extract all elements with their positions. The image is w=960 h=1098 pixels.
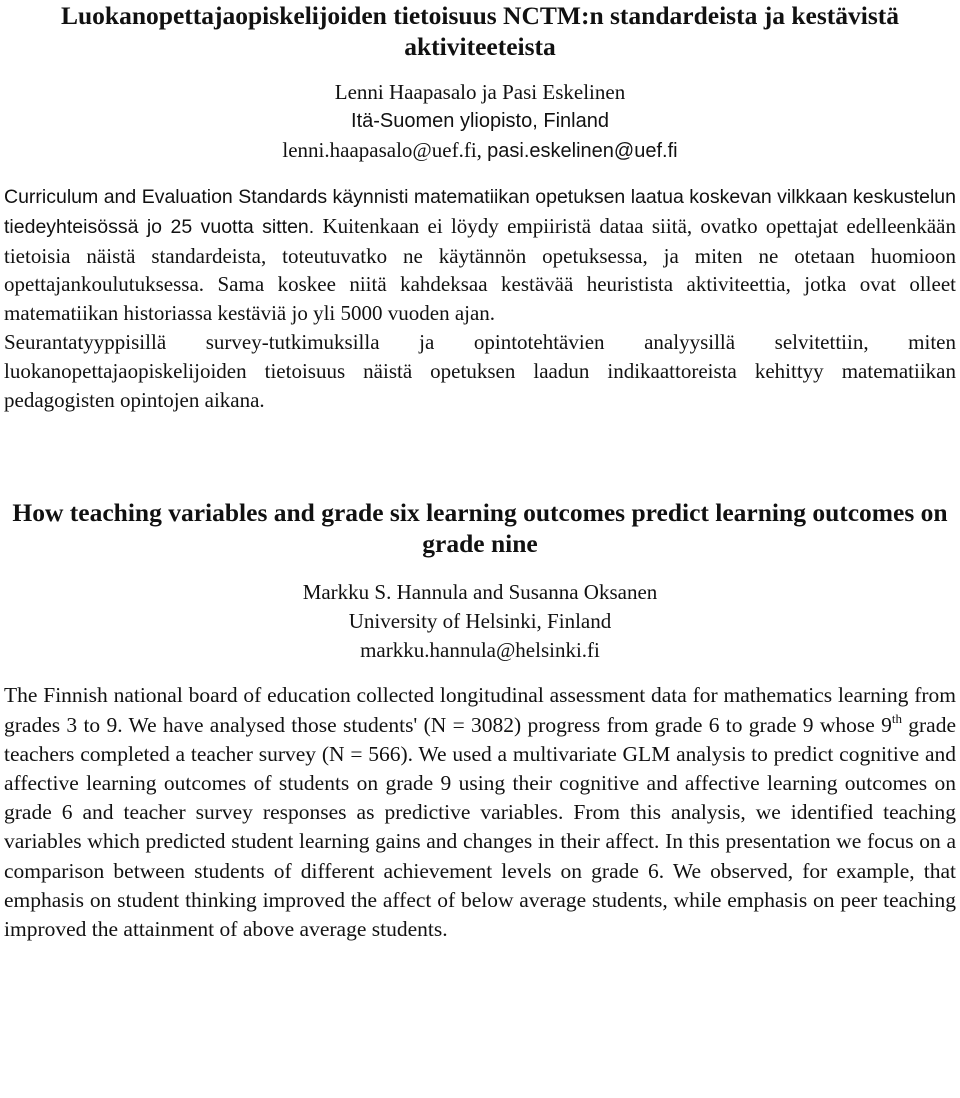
abstract-1-text-sans: Curriculum and Evaluation Standards käynnisti matematiikan opetuksen laatua koskevan vilkkaan keskustelun tiedeyhteisössä jo 25 vuotta sitten. xyxy=(4,186,956,238)
abstract-1-email-2[interactable]: pasi.eskelinen@uef.fi xyxy=(487,140,678,162)
abstract-1-author-block xyxy=(4,78,956,166)
abstract-2-body-superscript: th xyxy=(891,710,902,726)
abstract-2-email[interactable]: markku.hannula@helsinki.fi xyxy=(360,638,600,663)
abstract-1-body xyxy=(4,182,956,414)
abstract-2 xyxy=(4,497,956,944)
abstract-2-body-part-1: The Finnish national board of education collected longitudinal assessment data for mathematics learning from grades 3 to 9. We have analysed those students' (N = 3082) progress from grade 6 to grade 9 whose 9 xyxy=(4,683,956,737)
abstract-1-emails xyxy=(4,136,956,166)
abstract-1-title: Luokanopettajaopiskelijoiden tietoisuus NCTM:n standardeista ja kestävistä aktiviteeteista xyxy=(60,1,900,61)
abstract-1-authors: Lenni Haapasalo ja Pasi Eskelinen xyxy=(334,80,626,104)
abstract-2-body-part-2: grade teachers completed a teacher survey (N = 566). We used a multivariate GLM analysis to predict cognitive and affective learning outcomes of students on grade 9 using their cognitive and affective learning outcomes on grade 6 and teacher survey responses as predictive variables. From this analysis, we identified teaching variables which predicted student learning gains and changes in their affect. In this presentation we focus on a comparison between students of different achievement levels on grade 6. We observed, for example, that emphasis on student thinking improved the affect of below average students, while emphasis on peer teaching improved the attainment of above average students. xyxy=(4,712,956,941)
abstract-1 xyxy=(4,0,956,414)
abstract-1-paragraph-1 xyxy=(4,182,956,328)
abstract-1-paragraph-2: Seurantatyyppisillä survey-tutkimuksilla ja opintotehtävien analyysillä selvitettiin, miten luokanopettajaopiskelijoiden tietoisuus näistä opetuksen laadun indikaattoreista kehittyy matematiikan pedagogisten opintojen aikana. xyxy=(4,329,956,412)
abstract-1-email-1[interactable]: lenni.haapasalo@uef.fi, xyxy=(282,138,482,162)
abstract-2-authors: Markku S. Hannula and Susanna Oksanen xyxy=(302,580,658,605)
abstract-1-text-serif-1: Kuitenkaan ei löydy empiiristä dataa siitä, ovatko opettajat edelleenkään tietoisia näistä standardeista, toteutuvatko ne käytännön opetuksessa, ja miten ne otetaan huomioon opettajankoulutuksessa. Sama koskee niitä kahdeksaa kestävää heuristista aktiviteettia, jotka ovat olleet matematiikan historiassa kestäviä jo yli 5000 vuoden ajan. xyxy=(4,213,957,326)
abstract-2-body xyxy=(4,681,956,944)
abstract-2-affiliation: University of Helsinki, Finland xyxy=(348,609,612,634)
abstract-2-title: How teaching variables and grade six learning outcomes predict learning outcomes on grade nine xyxy=(12,498,948,559)
abstract-2-author-block xyxy=(4,578,956,665)
abstract-1-affiliation: Itä-Suomen yliopisto, Finland xyxy=(351,110,609,132)
